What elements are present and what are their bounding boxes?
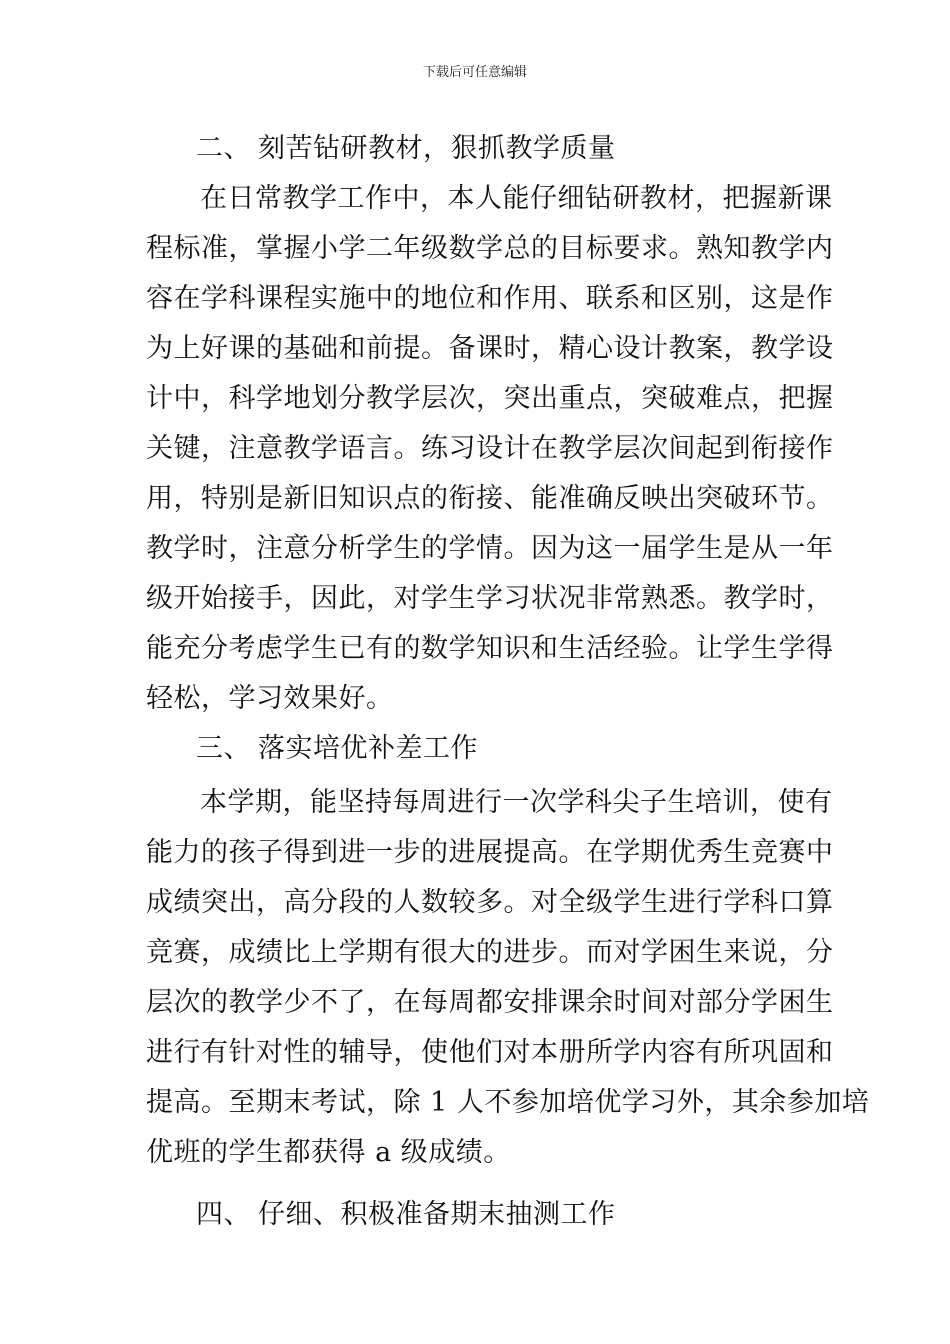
paragraph-line: 容在学科课程实施中的地位和作用、联系和区别，这是作: [146, 283, 834, 314]
section-heading: [146, 1190, 808, 1240]
section-title: 刻苦钻研教材，狠抓教学质量: [258, 133, 616, 164]
paragraph-line: 在日常教学工作中，本人能仔细钻研教材，把握新课: [200, 183, 833, 214]
paragraph-line: 优班的学生都获得 a 级成绩。: [146, 1137, 511, 1168]
section-number: 二、: [196, 133, 251, 164]
paragraph-line: 进行有针对性的辅导，使他们对本册所学内容有所巩固和: [146, 1037, 834, 1068]
section-title: 仔细、积极准备期末抽测工作: [258, 1199, 616, 1230]
spacer: [146, 1178, 808, 1190]
section-title: 落实培优补差工作: [258, 733, 478, 764]
paragraph-line: 教学时，注意分析学生的学情。因为这一届学生是从一年: [146, 533, 834, 564]
paragraph-line: 用，特别是新旧知识点的衔接、能准确反映出突破环节。: [146, 483, 834, 514]
document-body: [146, 124, 870, 1240]
section-heading: [146, 124, 808, 174]
paragraph-line: 为上好课的基础和前提。备课时，精心设计教案，教学设: [146, 333, 834, 364]
paragraph-line: 成绩突出，高分段的人数较多。对全级学生进行学科口算: [146, 887, 834, 918]
paragraph-line: 级开始接手，因此，对学生学习状况非常熟悉。教学时，: [146, 583, 834, 614]
section-number: 三、: [196, 733, 251, 764]
paragraph-line: 能充分考虑学生已有的数学知识和生活经验。让学生学得: [146, 633, 834, 664]
section-number: 四、: [196, 1199, 251, 1230]
paragraph-line: 本学期，能坚持每周进行一次学科尖子生培训，使有: [200, 787, 833, 818]
paragraph-line: 提高。至期末考试，除 1 人不参加培优学习外，其余参加培: [146, 1087, 870, 1118]
section-heading: [146, 724, 808, 774]
paragraph-line: 层次的教学少不了，在每周都安排课余时间对部分学困生: [146, 987, 834, 1018]
paragraph-line: 轻松，学习效果好。: [146, 683, 394, 714]
page-header: 下载后可任意编辑: [422, 65, 527, 80]
paragraph-line: 计中，科学地划分教学层次，突出重点，突破难点，把握: [146, 383, 834, 414]
paragraph-line: 竞赛，成绩比上学期有很大的进步。而对学困生来说，分: [146, 937, 834, 968]
paragraph-line: 能力的孩子得到进一步的进展提高。在学期优秀生竞赛中: [146, 837, 834, 868]
paragraph-line: 程标准，掌握小学二年级数学总的目标要求。熟知教学内: [146, 233, 834, 264]
paragraph-line: 关键，注意教学语言。练习设计在教学层次间起到衔接作: [146, 433, 834, 464]
